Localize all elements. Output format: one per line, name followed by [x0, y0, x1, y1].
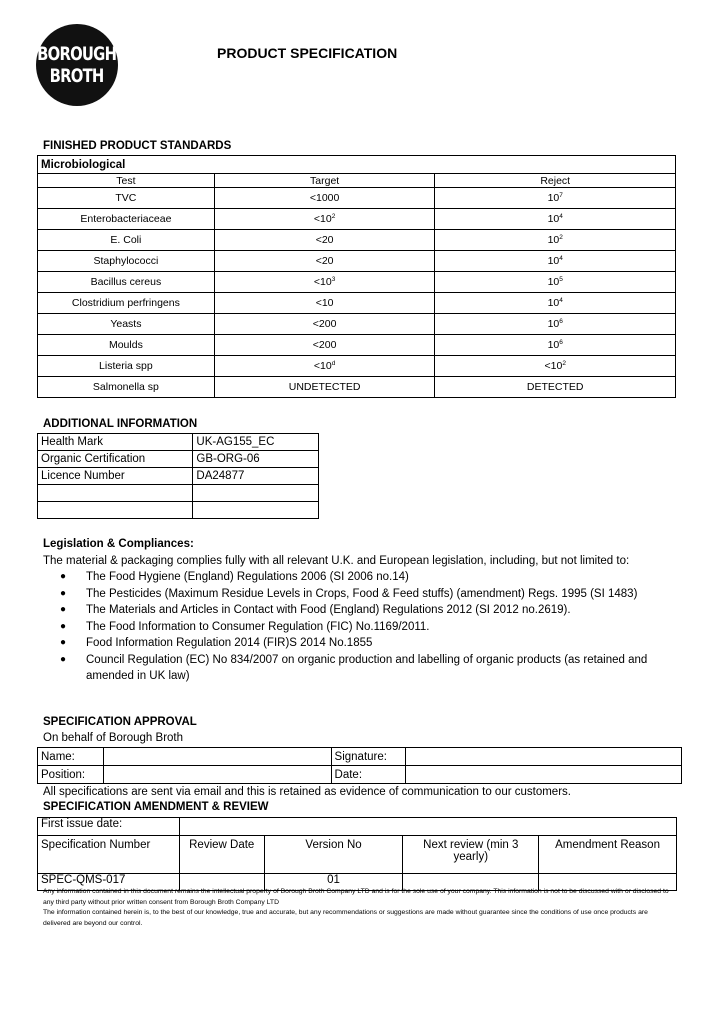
micro-row — [38, 356, 676, 377]
reject-value: $10^4$ — [435, 251, 676, 272]
test-name: TVC — [38, 188, 215, 209]
legislation-item: ● The Materials and Articles in Contact with Food (England) Regulations 2012 (SI 2012 no.2619). — [86, 602, 673, 619]
col-header-test: Test — [38, 174, 215, 188]
additional-info-label — [38, 485, 193, 502]
legislation-item: ● The Food Hygiene (England) Regulations 2006 (SI 2006 no.14) — [86, 569, 673, 586]
amendment-heading: SPECIFICATION AMENDMENT & REVIEW — [43, 801, 269, 813]
col-spec-number: Specification Number — [38, 836, 180, 874]
first-issue-field[interactable] — [179, 818, 676, 836]
micro-row — [38, 230, 676, 251]
target-value: $<10^d$ — [214, 356, 435, 377]
test-name: Salmonella sp — [38, 377, 215, 398]
legislation-section — [43, 536, 673, 685]
additional-info-value: UK-AG155_EC — [193, 434, 319, 451]
target-value: <10 — [214, 293, 435, 314]
additional-info-value: DA24877 — [193, 468, 319, 485]
borough-broth-logo — [36, 24, 118, 106]
additional-info-label: Health Mark — [38, 434, 193, 451]
name-label: Name: — [38, 748, 104, 766]
test-name: Clostridium perfringens — [38, 293, 215, 314]
reject-value: $10^2$ — [435, 230, 676, 251]
target-value: UNDETECTED — [214, 377, 435, 398]
document-title: PRODUCT SPECIFICATION — [217, 45, 398, 61]
microbiological-table — [37, 155, 676, 398]
test-name: E. Coli — [38, 230, 215, 251]
signature-label: Signature: — [331, 748, 405, 766]
micro-row — [38, 314, 676, 335]
reject-value: $10^6$ — [435, 314, 676, 335]
reject-value: $10^6$ — [435, 335, 676, 356]
legislation-item: ● The Food Information to Consumer Regulation (FIC) No.1169/2011. — [86, 619, 673, 636]
target-value: $<10^3$ — [214, 272, 435, 293]
additional-info-label — [38, 502, 193, 519]
position-label: Position: — [38, 766, 104, 784]
legislation-list — [43, 569, 673, 685]
approval-table — [37, 747, 682, 784]
footer-accuracy-notice: The information contained herein is, to the best of our knowledge, true and accurate, but any recommendations or suggestions are made without guarantee since the conditions of use once products are delivered are beyond our control. — [43, 909, 648, 927]
version-value: 01 — [264, 874, 403, 891]
first-issue-label: First issue date: — [38, 818, 180, 836]
legislation-item: ● Food Information Regulation 2014 (FIR)S 2014 No.1855 — [86, 635, 673, 652]
logo-line-2: BROTH — [50, 65, 104, 87]
target-value: <200 — [214, 335, 435, 356]
target-value: <20 — [214, 251, 435, 272]
test-name: Staphylococci — [38, 251, 215, 272]
col-header-target: Target — [214, 174, 435, 188]
col-version-no: Version No — [264, 836, 403, 874]
reject-value: $10^5$ — [435, 272, 676, 293]
logo-line-1: BOROUGH — [37, 43, 117, 65]
reject-value: $10^4$ — [435, 293, 676, 314]
approval-subheading: On behalf of Borough Broth — [43, 732, 184, 744]
legislation-item: ● The Pesticides (Maximum Residue Levels in Crops, Food & Feed stuffs) (amendment) Regs. 1995 (SI 1483) — [86, 586, 673, 603]
additional-info-row — [38, 485, 319, 502]
date-label: Date: — [331, 766, 405, 784]
amendment-table — [37, 817, 677, 891]
legislation-intro: The material & packaging complies fully with all relevant U.K. and European legislation, including, but not limited to: — [43, 554, 630, 567]
additional-info-row — [38, 434, 319, 451]
additional-info-label: Organic Certification — [38, 451, 193, 468]
target-value: <1000 — [214, 188, 435, 209]
position-field[interactable] — [103, 766, 331, 784]
micro-row — [38, 335, 676, 356]
col-amendment-reason: Amendment Reason — [539, 836, 677, 874]
reject-value: $10^7$ — [435, 188, 676, 209]
additional-info-row — [38, 468, 319, 485]
legislation-heading: Legislation & Compliances: — [43, 538, 194, 550]
test-name: Moulds — [38, 335, 215, 356]
additional-info-table — [37, 433, 319, 519]
approval-heading: SPECIFICATION APPROVAL — [43, 716, 197, 728]
target-value: $<10^2$ — [214, 209, 435, 230]
microbiological-title: Microbiological — [38, 156, 676, 174]
test-name: Listeria spp — [38, 356, 215, 377]
target-value: <200 — [214, 314, 435, 335]
date-field[interactable] — [405, 766, 682, 784]
approval-note: All specifications are sent via email and this is retained as evidence of communication to our customers. — [43, 786, 571, 798]
additional-info-value — [193, 485, 319, 502]
micro-row — [38, 377, 676, 398]
micro-row — [38, 251, 676, 272]
spec-number-value: SPEC-QMS-017 — [38, 874, 180, 891]
additional-info-label: Licence Number — [38, 468, 193, 485]
col-next-review: Next review (min 3 yearly) — [403, 836, 539, 874]
test-name: Enterobacteriaceae — [38, 209, 215, 230]
micro-row — [38, 293, 676, 314]
footer-disclaimer — [43, 887, 675, 929]
finished-standards-heading: FINISHED PRODUCT STANDARDS — [43, 140, 232, 152]
reject-value: $<10^2$ — [435, 356, 676, 377]
name-field[interactable] — [103, 748, 331, 766]
additional-info-value: GB-ORG-06 — [193, 451, 319, 468]
test-name: Bacillus cereus — [38, 272, 215, 293]
additional-info-heading: ADDITIONAL INFORMATION — [43, 418, 198, 430]
reject-value: $10^4$ — [435, 209, 676, 230]
col-header-reject: Reject — [435, 174, 676, 188]
additional-info-value — [193, 502, 319, 519]
signature-field[interactable] — [405, 748, 682, 766]
test-name: Yeasts — [38, 314, 215, 335]
micro-row — [38, 209, 676, 230]
additional-info-row — [38, 502, 319, 519]
micro-row — [38, 188, 676, 209]
additional-info-row — [38, 451, 319, 468]
reject-value: DETECTED — [435, 377, 676, 398]
legislation-item: ● Council Regulation (EC) No 834/2007 on organic production and labelling of organic products (as retained and amended in UK law) — [86, 652, 673, 685]
micro-row — [38, 272, 676, 293]
footer-ip-notice: Any information contained in this document remains the intellectual property of Borough Broth Company LTD and is for the sole use of your company. This information is not to be discussed with or disclosed to any third party without prior written consent from Borough Broth Company LTD — [43, 888, 669, 906]
col-review-date: Review Date — [179, 836, 264, 874]
target-value: <20 — [214, 230, 435, 251]
